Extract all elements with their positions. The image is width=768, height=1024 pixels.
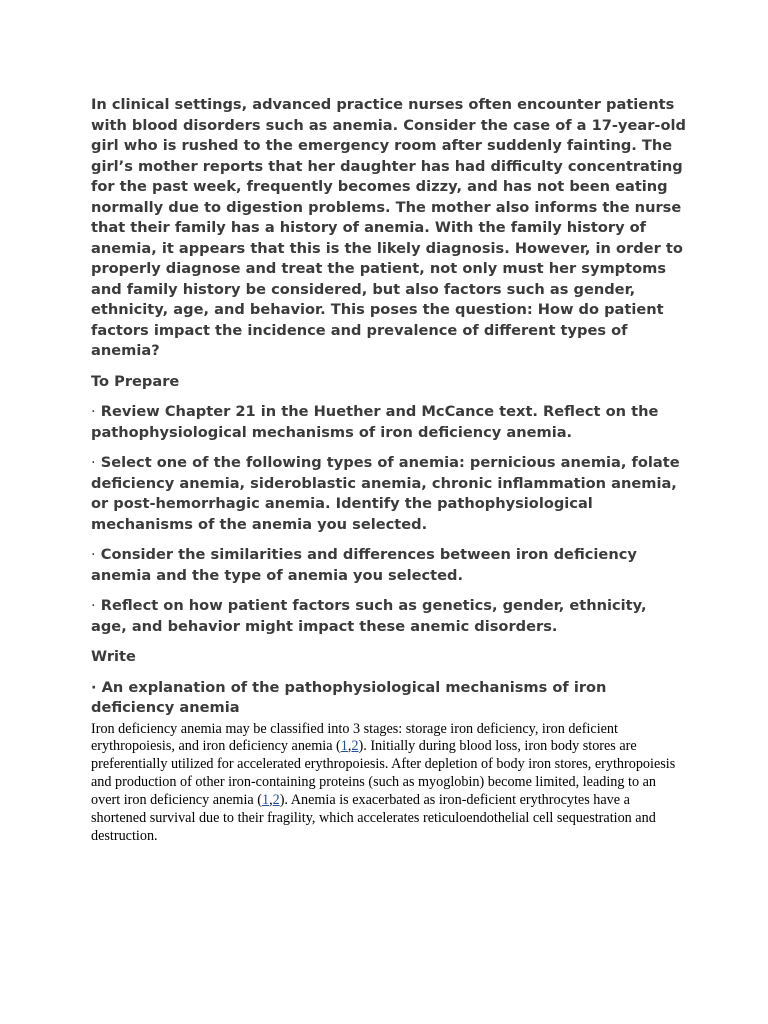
- to-prepare-bullet-3: [91, 545, 686, 586]
- citation-separator: ,: [347, 738, 352, 755]
- answer-text: ). Anemia is exacerbated as iron-deficient erythrocytes have a shortened survival due to their fragility, which accelerates reticuloendothelial cell sequestration and destruction.: [91, 792, 656, 844]
- bullet-marker: ·: [91, 546, 96, 563]
- citation-link[interactable]: 2: [272, 792, 280, 809]
- answer-paragraph: [91, 721, 686, 846]
- citation-separator: ,: [269, 792, 273, 809]
- bullet-text: Review Chapter 21 in the Huether and McCance text. Reflect on the pathophysiological mechanisms of iron deficiency anemia.: [91, 403, 659, 441]
- citation-link[interactable]: 2: [351, 738, 359, 755]
- bullet-marker: ·: [91, 597, 96, 614]
- bullet-marker: ·: [91, 454, 96, 471]
- to-prepare-bullet-1: [91, 402, 686, 443]
- bullet-text: Consider the similarities and differences between iron deficiency anemia and the type of anemia you selected.: [91, 546, 637, 584]
- answer-text: Iron deficiency anemia may be classified into 3 stages: storage iron deficiency, iron deficient erythropoiesis, and iron deficiency anemia (: [91, 720, 618, 755]
- to-prepare-heading: To Prepare: [91, 372, 180, 390]
- write-heading: Write: [91, 648, 136, 665]
- bullet-marker: ·: [91, 403, 96, 420]
- answer-text: ). Initially during blood loss, iron body stores are preferentially utilized for accelerated erythropoiesis. After depletion of body iron stores, erythropoiesis and production of other iron-containing proteins (such as myoglobin) become limited, leading to an overt iron deficiency anemia (: [91, 738, 676, 809]
- bullet-text: Select one of the following types of anemia: pernicious anemia, folate deficiency anemia, sideroblastic anemia, chronic inflammation anemia, or post-hemorrhagic anemia. Identify the pathophysiological mechanisms of the anemia you selected.: [91, 454, 680, 533]
- document-page: [91, 95, 686, 846]
- intro-paragraph: In clinical settings, advanced practice nurses often encounter patients with blood disorders such as anemia. Consider the case of a 17-year-old girl who is rushed to the emergency room after suddenly fainting. The girl’s mother reports that her daughter has had difficulty concentrating for the past week, frequently becomes dizzy, and has not been eating normally due to digestion problems. The mother also informs the nurse that their family has a history of anemia. With the family history of anemia, it appears that this is the likely diagnosis. However, in order to properly diagnose and treat the patient, not only must her symptoms and family history be considered, but also factors such as gender, ethnicity, age, and behavior. This poses the question: How do patient factors impact the incidence and prevalence of different types of anemia?: [91, 96, 686, 359]
- citation-link[interactable]: 1: [340, 738, 348, 755]
- to-prepare-bullet-2: [91, 453, 686, 535]
- bullet-text: Reflect on how patient factors such as genetics, gender, ethnicity, age, and behavior might impact these anemic disorders.: [91, 597, 647, 635]
- bullet-marker: ·: [91, 678, 97, 696]
- write-bullet-1: [91, 678, 686, 719]
- citation-link[interactable]: 1: [261, 792, 270, 809]
- to-prepare-bullet-4: [91, 596, 686, 637]
- bullet-text: An explanation of the pathophysiological mechanisms of iron deficiency anemia: [91, 678, 607, 716]
